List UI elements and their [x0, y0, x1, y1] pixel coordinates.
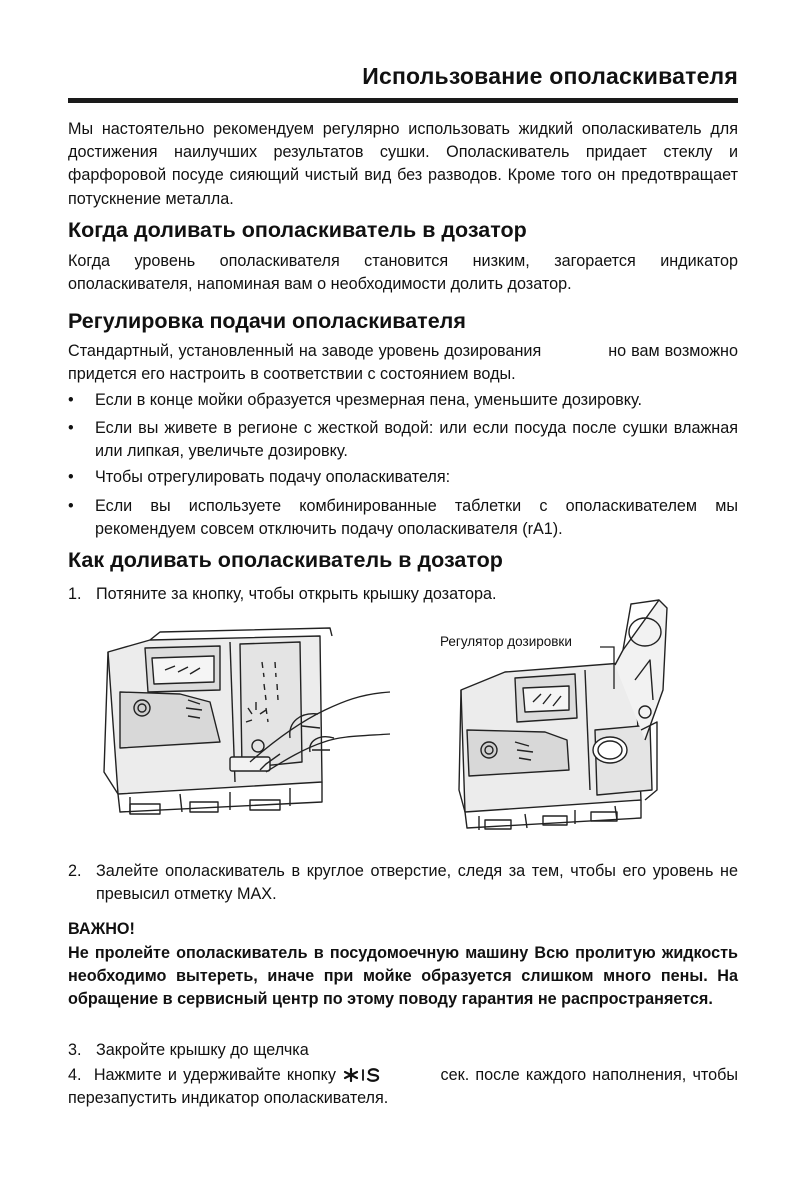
section-heading-when: Когда доливать ополаскиватель в дозатор: [68, 218, 527, 242]
step-item-4: [68, 1064, 738, 1110]
section-heading-how: Как доливать ополаскиватель в дозатор: [68, 548, 503, 572]
rinse-aid-button-icon: [342, 1067, 392, 1083]
bullet-dot: •: [68, 497, 74, 515]
list-item: [68, 417, 738, 463]
bullet-text: Если в конце мойки образуется чрезмерная пена, уменьшите дозировку.: [95, 391, 642, 409]
step-item: [68, 860, 738, 906]
step-text: Залейте ополаскиватель в круглое отверстие, следя за тем, чтобы его уровень не превысил отметку MAX.: [96, 862, 738, 904]
bullet-dot: •: [68, 419, 74, 437]
intro-paragraph: Мы настоятельно рекомендуем регулярно использовать жидкий ополаскиватель для достижения наилучших результатов сушки. Ополаскиватель придает стеклу и фарфоровой посуде сияющий чистый вид без разводов. Кроме того он предотвращает потускнение металла.: [68, 120, 738, 208]
dispenser-closed-illustration: [90, 622, 410, 832]
step-number: 4.: [68, 1066, 82, 1084]
important-text: Не пролейте ополаскиватель в посудомоечную машину Всю пролитую жидкость необходимо вытереть, иначе при мойке образуется слишком много пены. На обращение в сервисный центр по этому поводу гарантия не распространяется.: [68, 944, 738, 1009]
list-item: [68, 389, 738, 412]
callout-leader-line: [590, 641, 630, 693]
bullet-dot: •: [68, 391, 74, 409]
section-heading-adjust: Регулировка подачи ополаскивателя: [68, 309, 466, 333]
list-item: [68, 495, 738, 541]
step-text: Потяните за кнопку, чтобы открыть крышку дозатора.: [96, 585, 497, 603]
dispenser-open-illustration: [445, 590, 675, 840]
title-rule: [68, 98, 738, 103]
bullet-text: Если вы используете комбинированные таблетки с ополаскивателем мы рекомендуем совсем отключить подачу ополаскивателя (rA1).: [95, 497, 738, 539]
important-title: ВАЖНО!: [68, 920, 135, 938]
step4-text-part-a: Нажмите и удерживайте кнопку: [93, 1066, 337, 1084]
dosage-regulator-label: Регулятор дозировки: [440, 634, 572, 649]
step-number: 1.: [68, 585, 82, 603]
step-number: 2.: [68, 862, 82, 880]
list-item: [68, 466, 738, 489]
step-item: [68, 1039, 738, 1062]
bullet-dot: •: [68, 468, 74, 486]
page-title: Использование ополаскивателя: [362, 63, 738, 89]
section-adjust-text: [68, 340, 738, 386]
section-when-text: Когда уровень ополаскивателя становится низким, загорается индикатор ополаскивателя, напоминая вам о необходимости долить дозатор.: [68, 252, 738, 294]
bullet-text: Чтобы отрегулировать подачу ополаскивателя:: [95, 468, 451, 486]
step4-text-part-b: сек. после каждого наполнения, чтобы перезапустить индикатор ополаскивателя.: [68, 1066, 739, 1108]
adjust-text-part-b: но вам возможно придется его настроить в соответствии с состоянием воды.: [68, 342, 738, 384]
adjust-text-part-a: Стандартный, установленный на заводе уровень дозирования: [68, 342, 542, 360]
step-number: 3.: [68, 1041, 82, 1059]
bullet-text: Если вы живете в регионе с жесткой водой: или если посуда после сушки влажная или липкая, увеличьте дозировку.: [95, 419, 738, 461]
step-text: Закройте крышку до щелчка: [96, 1041, 309, 1059]
